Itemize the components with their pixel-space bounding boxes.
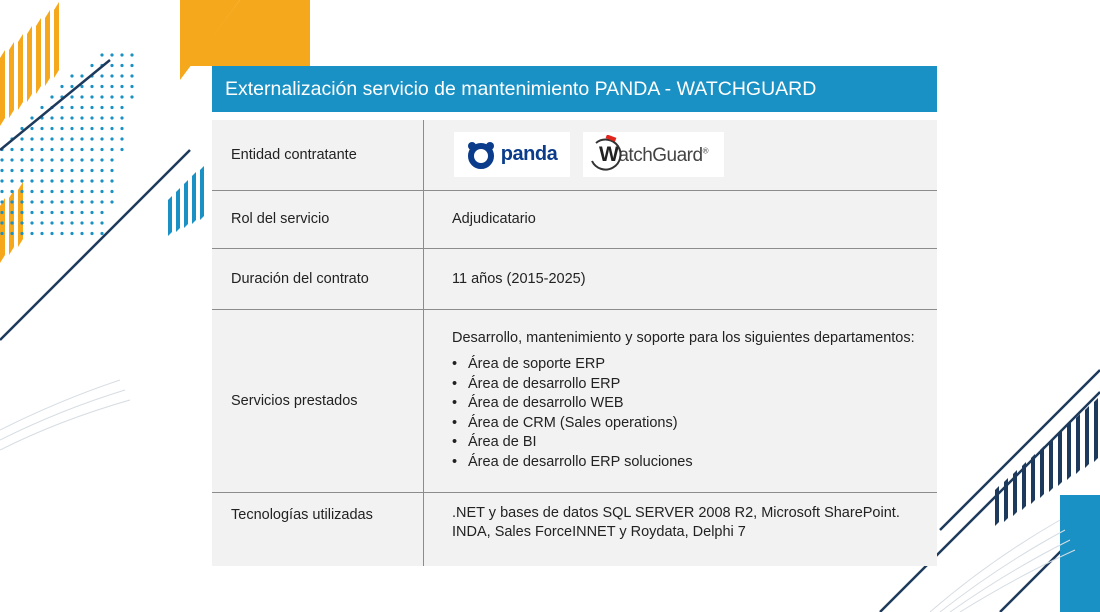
value-rol: Adjudicatario [424, 190, 938, 248]
dot [40, 211, 43, 214]
dot [110, 116, 113, 119]
dot [100, 53, 103, 56]
dot [60, 148, 63, 151]
dot [50, 190, 53, 193]
dot [10, 158, 13, 161]
dot [20, 200, 23, 203]
dot [80, 127, 83, 130]
dot [90, 95, 93, 98]
dot [90, 106, 93, 109]
dot [110, 179, 113, 182]
dot [70, 200, 73, 203]
dot [50, 200, 53, 203]
dot [50, 232, 53, 235]
dot [70, 137, 73, 140]
dot [30, 190, 33, 193]
dot [90, 127, 93, 130]
dot [80, 190, 83, 193]
dot [80, 137, 83, 140]
dot [40, 127, 43, 130]
dot [0, 221, 3, 224]
dot [20, 211, 23, 214]
dot [110, 169, 113, 172]
dot [80, 116, 83, 119]
dot [20, 169, 23, 172]
dot [130, 74, 133, 77]
dot [70, 116, 73, 119]
dot [100, 221, 103, 224]
dot [130, 53, 133, 56]
project-details-table [212, 120, 937, 566]
dot [110, 85, 113, 88]
dot [90, 148, 93, 151]
dot [90, 200, 93, 203]
list-item: • Área de BI [452, 433, 922, 453]
dot [0, 169, 3, 172]
dot [30, 232, 33, 235]
dot [110, 64, 113, 67]
dot [80, 200, 83, 203]
dot [20, 158, 23, 161]
dot [40, 137, 43, 140]
dot [130, 95, 133, 98]
dot [100, 211, 103, 214]
value-duracion: 11 años (2015-2025) [424, 248, 938, 309]
dot [50, 148, 53, 151]
navy-diagonal-lines [0, 60, 190, 340]
dot [50, 179, 53, 182]
dot [80, 232, 83, 235]
dot [90, 64, 93, 67]
list-item: • Área de desarrollo WEB [452, 394, 922, 414]
label-entidad: Entidad contratante [212, 120, 424, 190]
dot [120, 85, 123, 88]
row-duracion [212, 248, 937, 309]
watchguard-logo [583, 132, 724, 177]
dot [100, 232, 103, 235]
dot [40, 190, 43, 193]
dot [60, 232, 63, 235]
client-logos [452, 132, 922, 177]
dot [30, 158, 33, 161]
dot [80, 179, 83, 182]
watchguard-logo-text: WatchGuard® [599, 142, 708, 166]
dot [10, 211, 13, 214]
dot [70, 148, 73, 151]
dot [70, 169, 73, 172]
dot [70, 232, 73, 235]
dot [20, 190, 23, 193]
blue-stripes-left [168, 166, 204, 236]
dot [50, 158, 53, 161]
dot [60, 158, 63, 161]
blue-corner-block [1060, 495, 1100, 612]
list-item: • Área de CRM (Sales operations) [452, 414, 922, 434]
dot [10, 179, 13, 182]
dot [50, 95, 53, 98]
dot [90, 232, 93, 235]
dot [110, 148, 113, 151]
dot [30, 116, 33, 119]
dot [70, 190, 73, 193]
dot [100, 106, 103, 109]
row-servicios [212, 309, 937, 492]
dot [80, 221, 83, 224]
dot [70, 158, 73, 161]
tech-line-2: INDA, Sales ForceINNET y Roydata, Delphi 7 [452, 523, 746, 540]
dot [90, 169, 93, 172]
dot [20, 221, 23, 224]
dot [120, 64, 123, 67]
dot [60, 127, 63, 130]
dot [30, 211, 33, 214]
dot [0, 158, 3, 161]
dot [0, 179, 3, 182]
dot [20, 148, 23, 151]
panda-logo [454, 132, 570, 177]
label-rol: Rol del servicio [212, 190, 424, 248]
dot [60, 179, 63, 182]
dot [50, 221, 53, 224]
dot [100, 158, 103, 161]
dot [20, 137, 23, 140]
dot [110, 200, 113, 203]
dot [50, 169, 53, 172]
dot [110, 137, 113, 140]
dot [100, 127, 103, 130]
list-item: • Área de soporte ERP [452, 355, 922, 375]
dot [100, 190, 103, 193]
dot [50, 116, 53, 119]
dot [110, 158, 113, 161]
dot [40, 221, 43, 224]
label-duracion: Duración del contrato [212, 248, 424, 309]
dot [10, 190, 13, 193]
dot [30, 169, 33, 172]
dot [60, 85, 63, 88]
dot [30, 179, 33, 182]
dot [120, 137, 123, 140]
dot [90, 211, 93, 214]
dot [110, 190, 113, 193]
dot [100, 74, 103, 77]
dot [60, 169, 63, 172]
dot [120, 106, 123, 109]
dot [0, 211, 3, 214]
dot [120, 53, 123, 56]
tech-line-1: .NET y bases de datos SQL SERVER 2008 R2, Microsoft SharePoint. [452, 504, 900, 521]
dot [40, 106, 43, 109]
dot [120, 116, 123, 119]
dot [30, 221, 33, 224]
dot [60, 190, 63, 193]
dot [40, 232, 43, 235]
dot [50, 211, 53, 214]
dot [60, 200, 63, 203]
value-servicios [424, 309, 938, 492]
dot [60, 106, 63, 109]
servicios-intro: Desarrollo, mantenimiento y soporte para los siguientes departamentos: [452, 330, 915, 346]
servicios-list [452, 355, 922, 472]
dot [70, 85, 73, 88]
dot [0, 190, 3, 193]
dot [30, 127, 33, 130]
dot [90, 158, 93, 161]
dot [20, 232, 23, 235]
dot [40, 158, 43, 161]
dot [100, 169, 103, 172]
panda-logo-text: panda [500, 143, 558, 166]
dot [40, 200, 43, 203]
dot [50, 137, 53, 140]
dot [60, 221, 63, 224]
dot [60, 211, 63, 214]
dot [10, 221, 13, 224]
watchguard-ring-icon [586, 135, 626, 175]
dot [120, 74, 123, 77]
value-entidad [424, 120, 938, 190]
dot [130, 64, 133, 67]
dot [20, 179, 23, 182]
dot [70, 221, 73, 224]
dot [50, 127, 53, 130]
dot [60, 116, 63, 119]
panda-bear-icon [467, 141, 495, 169]
dot [120, 127, 123, 130]
dot [80, 95, 83, 98]
dot [80, 169, 83, 172]
dot [100, 116, 103, 119]
dot [80, 106, 83, 109]
dot [70, 74, 73, 77]
dot [110, 95, 113, 98]
dot [120, 95, 123, 98]
dot [80, 158, 83, 161]
dot [70, 95, 73, 98]
dot [70, 179, 73, 182]
card-title: Externalización servicio de mantenimiento PANDA - WATCHGUARD [212, 66, 937, 112]
value-tecnologias [424, 492, 938, 566]
dot [130, 85, 133, 88]
dot [40, 148, 43, 151]
dot [90, 137, 93, 140]
list-item: • Área de desarrollo ERP soluciones [452, 453, 922, 473]
dot [10, 148, 13, 151]
dot [10, 232, 13, 235]
dot [0, 200, 3, 203]
dot [90, 221, 93, 224]
list-item: • Área de desarrollo ERP [452, 375, 922, 395]
label-servicios: Servicios prestados [212, 309, 424, 492]
row-entidad [212, 120, 937, 190]
project-card [212, 66, 937, 566]
dot [80, 74, 83, 77]
dot [110, 106, 113, 109]
row-rol [212, 190, 937, 248]
dot [70, 127, 73, 130]
dot [30, 148, 33, 151]
dot [60, 137, 63, 140]
row-tecnologias [212, 492, 937, 566]
dot [110, 127, 113, 130]
orange-stripes [0, 2, 59, 263]
dot [120, 148, 123, 151]
dot [90, 179, 93, 182]
dot [100, 85, 103, 88]
dot [30, 200, 33, 203]
dot [100, 137, 103, 140]
dot [30, 137, 33, 140]
dot [100, 200, 103, 203]
dot [90, 85, 93, 88]
dot [0, 232, 3, 235]
dot [100, 95, 103, 98]
dot [80, 148, 83, 151]
dot [10, 200, 13, 203]
dot [70, 106, 73, 109]
dot [10, 169, 13, 172]
dot [90, 190, 93, 193]
dot [110, 53, 113, 56]
dot [70, 211, 73, 214]
dot [40, 179, 43, 182]
dot [110, 74, 113, 77]
dot [80, 211, 83, 214]
dot [100, 179, 103, 182]
dot [40, 169, 43, 172]
dot [100, 148, 103, 151]
label-tecnologias: Tecnologías utilizadas [212, 492, 424, 566]
dot [90, 116, 93, 119]
